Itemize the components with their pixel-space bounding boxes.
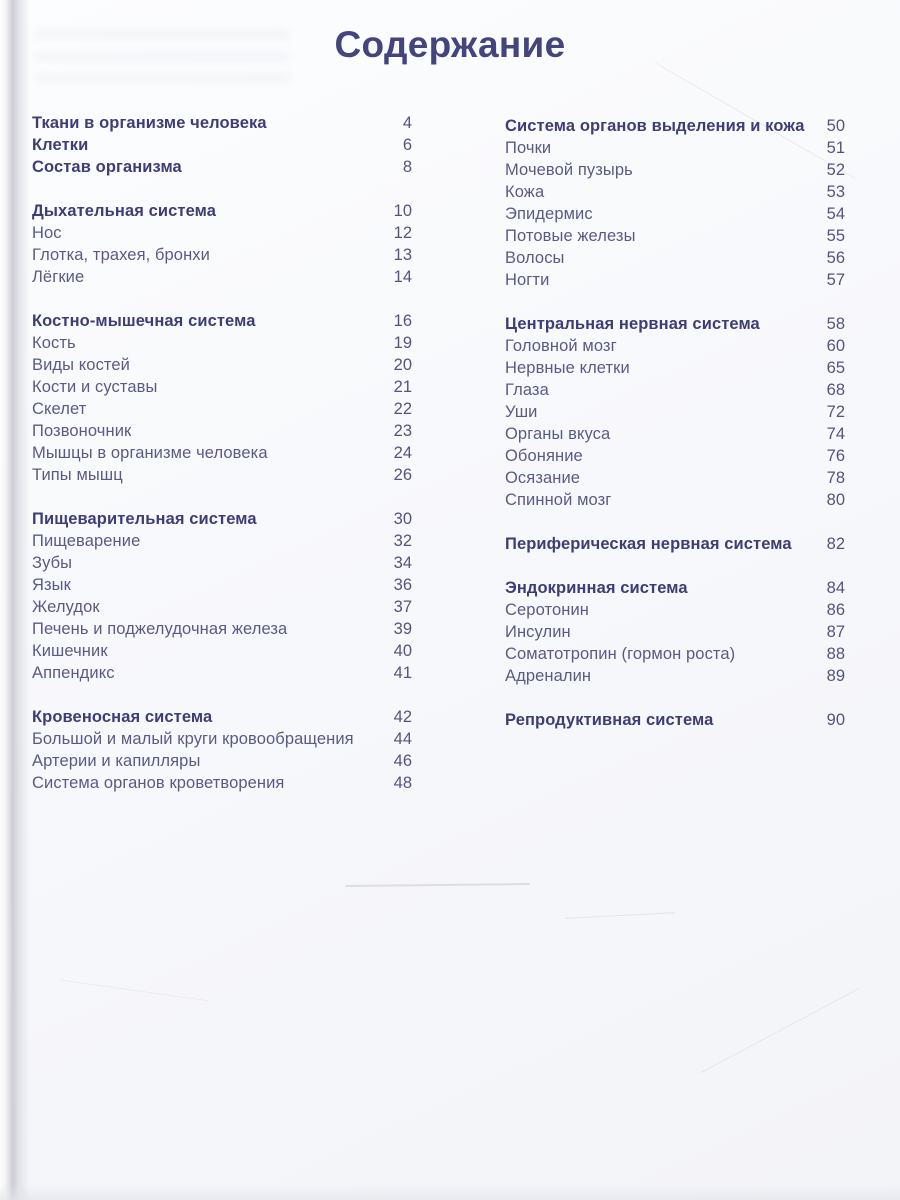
toc-section-header-row [32,706,412,728]
toc-section-header-row [505,577,845,599]
toc-entry-label: Позвоночник [32,422,132,440]
toc-column-right [505,115,845,753]
toc-entry-row [32,464,412,486]
toc-entry-page-number: 60 [826,337,845,355]
toc-entry-row [32,772,412,794]
toc-group [32,310,412,486]
toc-group [505,313,845,511]
toc-entry-label: Глаза [505,381,549,399]
toc-entry-row [505,467,845,489]
toc-entry-page-number: 37 [393,598,412,616]
toc-entry-row [32,618,412,640]
toc-entry-label: Нервные клетки [505,359,630,377]
toc-entry-page-number: 32 [393,532,412,550]
toc-entry-row [32,728,412,750]
toc-section-header-row [32,156,412,178]
toc-entry-page-number: 36 [393,576,412,594]
toc-entry-row [32,596,412,618]
toc-entry-page-number: 90 [826,711,845,729]
toc-entry-page-number: 56 [826,249,845,267]
toc-entry-page-number: 80 [826,491,845,509]
toc-entry-page-number: 21 [393,378,412,396]
toc-entry-label: Система органов кроветворения [32,774,285,792]
toc-section-header-row [505,115,845,137]
toc-entry-page-number: 78 [826,469,845,487]
toc-entry-label: Лёгкие [32,268,85,286]
toc-entry-row [32,574,412,596]
toc-entry-label: Состав организма [32,158,182,176]
toc-entry-label: Печень и поджелудочная железа [32,620,288,638]
toc-entry-row [505,643,845,665]
toc-entry-row [505,489,845,511]
toc-entry-page-number: 51 [826,139,845,157]
paper-crease [345,883,530,887]
toc-entry-page-number: 14 [393,268,412,286]
toc-entry-page-number: 8 [402,158,412,176]
toc-entry-page-number: 88 [826,645,845,663]
paper-crease [700,988,859,1073]
toc-section-header-row [505,709,845,731]
toc-entry-label: Уши [505,403,538,421]
toc-entry-label: Адреналин [505,667,592,685]
toc-entry-row [32,420,412,442]
toc-entry-page-number: 82 [826,535,845,553]
toc-entry-label: Кожа [505,183,545,201]
toc-entry-page-number: 13 [393,246,412,264]
toc-entry-label: Мочевой пузырь [505,161,633,179]
toc-entry-label: Волосы [505,249,565,267]
toc-entry-page-number: 10 [393,202,412,220]
toc-entry-page-number: 41 [393,664,412,682]
toc-section-header-row [32,112,412,134]
toc-entry-page-number: 4 [402,114,412,132]
toc-entry-page-number: 16 [393,312,412,330]
toc-entry-label: Зубы [32,554,73,572]
toc-entry-page-number: 46 [393,752,412,770]
toc-entry-row [32,244,412,266]
toc-entry-label: Головной мозг [505,337,617,355]
toc-entry-page-number: 34 [393,554,412,572]
toc-entry-page-number: 22 [393,400,412,418]
toc-group [32,706,412,794]
page-bottom-edge-shadow [0,1184,900,1200]
toc-group [32,112,412,178]
toc-entry-row [32,354,412,376]
toc-entry-label: Большой и малый круги кровообращения [32,730,354,748]
toc-entry-row [505,247,845,269]
toc-group [505,115,845,291]
toc-entry-label: Глотка, трахея, бронхи [32,246,210,264]
toc-entry-page-number: 87 [826,623,845,641]
toc-entry-page-number: 26 [393,466,412,484]
toc-entry-page-number: 72 [826,403,845,421]
toc-entry-label: Органы вкуса [505,425,611,443]
toc-entry-label: Система органов выделения и кожа [505,117,805,135]
toc-section-header-row [32,134,412,156]
toc-entry-row [32,222,412,244]
toc-section-header-row [505,313,845,335]
toc-entry-page-number: 42 [393,708,412,726]
toc-entry-label: Пищеварительная система [32,510,257,528]
toc-entry-label: Ткани в организме человека [32,114,267,132]
toc-entry-page-number: 24 [393,444,412,462]
toc-entry-label: Осязание [505,469,581,487]
toc-section-header-row [32,310,412,332]
toc-entry-label: Желудок [32,598,100,616]
toc-column-left [32,112,412,816]
toc-entry-page-number: 84 [826,579,845,597]
toc-entry-label: Ногти [505,271,550,289]
toc-entry-row [505,203,845,225]
toc-entry-row [505,379,845,401]
toc-group [505,533,845,555]
toc-entry-label: Серотонин [505,601,589,619]
toc-entry-row [505,159,845,181]
page-left-edge-shadow [0,0,30,1200]
toc-entry-label: Типы мышц [32,466,123,484]
toc-entry-label: Репродуктивная система [505,711,714,729]
toc-entry-row [32,376,412,398]
toc-section-header-row [505,533,845,555]
toc-entry-row [32,750,412,772]
toc-entry-label: Спинной мозг [505,491,612,509]
toc-entry-page-number: 76 [826,447,845,465]
toc-entry-row [505,269,845,291]
toc-entry-label: Клетки [32,136,89,154]
toc-entry-row [32,266,412,288]
toc-entry-page-number: 50 [826,117,845,135]
paper-crease [565,912,675,919]
toc-entry-row [32,552,412,574]
toc-entry-label: Эпидермис [505,205,593,223]
toc-entry-row [505,665,845,687]
toc-entry-page-number: 20 [393,356,412,374]
toc-entry-label: Виды костей [32,356,130,374]
toc-section-header-row [32,200,412,222]
toc-entry-label: Обоняние [505,447,583,465]
toc-entry-page-number: 52 [826,161,845,179]
toc-entry-label: Артерии и капилляры [32,752,201,770]
toc-group [32,200,412,288]
toc-entry-label: Инсулин [505,623,571,641]
toc-entry-page-number: 54 [826,205,845,223]
paper-crease [61,980,210,1002]
toc-section-header-row [32,508,412,530]
toc-entry-page-number: 57 [826,271,845,289]
toc-entry-row [32,332,412,354]
toc-entry-label: Кость [32,334,76,352]
toc-entry-label: Периферическая нервная система [505,535,792,553]
toc-entry-label: Кишечник [32,642,108,660]
toc-entry-label: Нос [32,224,62,242]
toc-entry-label: Соматотропин (гормон роста) [505,645,736,663]
toc-entry-row [505,357,845,379]
toc-entry-page-number: 48 [393,774,412,792]
toc-entry-page-number: 55 [826,227,845,245]
toc-entry-row [505,181,845,203]
toc-entry-label: Костно-мышечная система [32,312,256,330]
toc-entry-row [505,445,845,467]
toc-group [32,508,412,684]
toc-entry-row [32,662,412,684]
toc-entry-page-number: 65 [826,359,845,377]
toc-entry-row [505,225,845,247]
toc-entry-page-number: 89 [826,667,845,685]
toc-entry-row [32,398,412,420]
toc-entry-page-number: 58 [826,315,845,333]
toc-entry-page-number: 23 [393,422,412,440]
toc-entry-row [32,640,412,662]
toc-entry-page-number: 68 [826,381,845,399]
toc-entry-label: Дыхательная система [32,202,217,220]
toc-entry-row [32,442,412,464]
toc-entry-label: Почки [505,139,552,157]
toc-entry-page-number: 12 [393,224,412,242]
toc-entry-label: Кровеносная система [32,708,213,726]
toc-entry-label: Кости и суставы [32,378,158,396]
toc-entry-label: Скелет [32,400,87,418]
toc-group [505,577,845,687]
toc-group [505,709,845,731]
toc-entry-label: Аппендикс [32,664,115,682]
toc-entry-label: Язык [32,576,71,594]
toc-entry-label: Пищеварение [32,532,141,550]
toc-entry-row [32,530,412,552]
toc-entry-row [505,401,845,423]
toc-entry-page-number: 44 [393,730,412,748]
toc-entry-page-number: 39 [393,620,412,638]
toc-entry-row [505,621,845,643]
toc-entry-row [505,335,845,357]
toc-entry-label: Мышцы в организме человека [32,444,268,462]
toc-entry-label: Потовые железы [505,227,636,245]
page-title: Содержание [334,24,566,65]
toc-entry-row [505,137,845,159]
toc-entry-page-number: 6 [402,136,412,154]
toc-entry-page-number: 53 [826,183,845,201]
toc-entry-label: Центральная нервная система [505,315,760,333]
toc-entry-page-number: 40 [393,642,412,660]
toc-entry-row [505,423,845,445]
toc-entry-page-number: 30 [393,510,412,528]
toc-entry-page-number: 86 [826,601,845,619]
toc-entry-page-number: 74 [826,425,845,443]
toc-entry-row [505,599,845,621]
toc-entry-label: Эндокринная система [505,579,688,597]
toc-entry-page-number: 19 [393,334,412,352]
